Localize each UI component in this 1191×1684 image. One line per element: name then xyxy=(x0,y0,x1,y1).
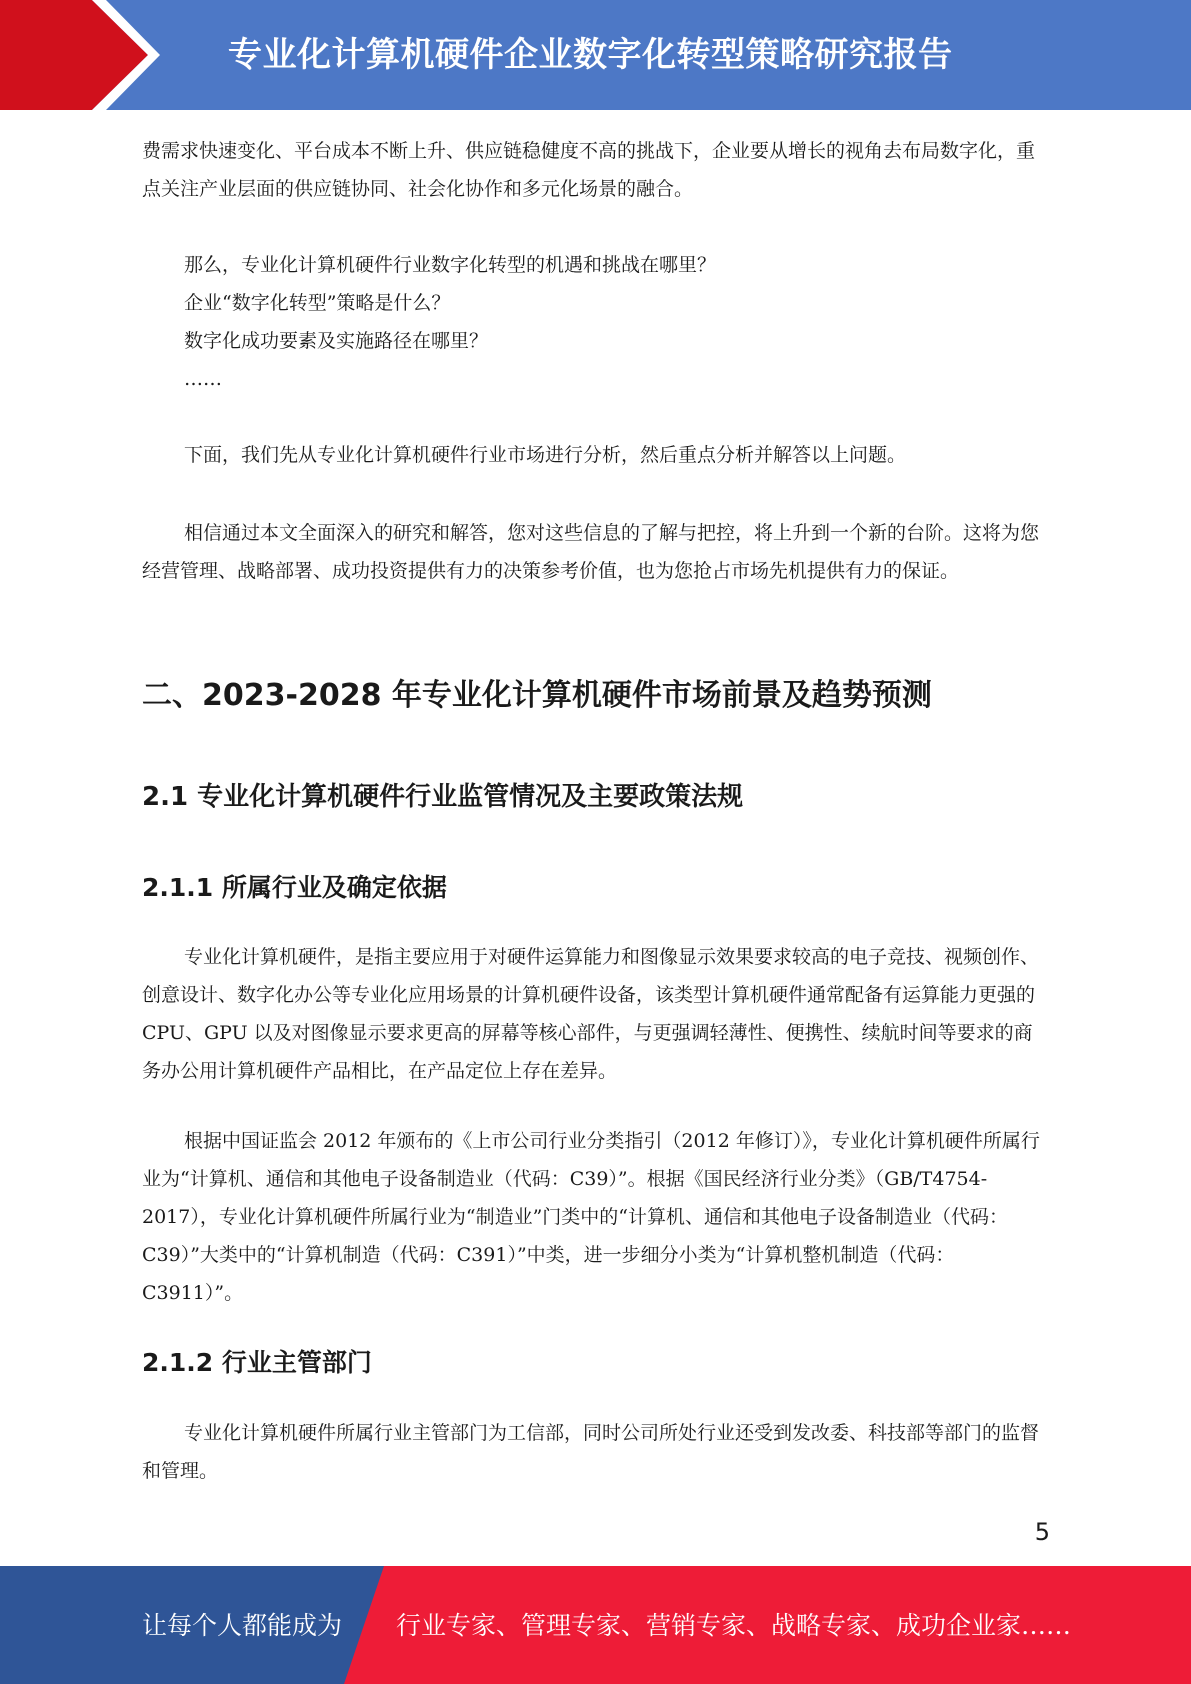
report-title: 专业化计算机硬件企业数字化转型策略研究报告 xyxy=(228,35,953,75)
section-2-1-2-heading: 2.1.2 行业主管部门 xyxy=(142,1348,372,1377)
section-2-heading: 二、2023-2028 年专业化计算机硬件市场前景及趋势预测 xyxy=(142,678,932,713)
intro-paragraph-continued: 费需求快速变化、平台成本不断上升、供应链稳健度不高的挑战下，企业要从增长的视角去布局数字化，重点关注产业层面的供应链协同、社会化协作和多元化场景的融合。 xyxy=(142,140,1036,200)
section-2-1-1-heading: 2.1.1 所属行业及确定依据 xyxy=(142,873,447,902)
section-2-1-1-paragraph-1: 专业化计算机硬件，是指主要应用于对硬件运算能力和图像显示效果要求较高的电子竞技、视频创作、创意设计、数字化办公等专业化应用场景的计算机硬件设备，该类型计算机硬件通常配备有运算能力更强的 CPU、GPU 以及对图像显示要求更高的屏幕等核心部件，与更强调轻薄性、便携性、续航时间等要求的商务办公用计算机硬件产品相比，在产品定位上存在差异。 xyxy=(142,946,1040,1082)
question-ellipsis: …… xyxy=(184,368,222,390)
question-2: 企业“数字化转型”策略是什么？ xyxy=(184,292,451,314)
section-2-1-heading: 2.1 专业化计算机硬件行业监管情况及主要政策法规 xyxy=(142,782,744,812)
page-number: 5 xyxy=(1034,1518,1050,1546)
footer-slogan-right: 行业专家、管理专家、营销专家、战略专家、成功企业家…… xyxy=(396,1611,1072,1640)
question-3: 数字化成功要素及实施路径在哪里？ xyxy=(184,330,489,352)
section-2-1-1-paragraph-2: 根据中国证监会 2012 年颁布的《上市公司行业分类指引（2012 年修订）》，专业化计算机硬件所属行业为“计算机、通信和其他电子设备制造业（代码：C39）”。根据《国民经济行业分类》（GB/T4754-2017），专业化计算机硬件所属行业为“制造业”门类中的“计算机、通信和其他电子设备制造业（代码：C39）”大类中的“计算机制造（代码：C391）”中类，进一步细分小类为“计算机整机制造（代码：C3911）”。 xyxy=(142,1130,1040,1304)
intro-paragraph-value: 相信通过本文全面深入的研究和解答，您对这些信息的了解与把控，将上升到一个新的台阶。这将为您经营管理、战略部署、成功投资提供有力的决策参考价值，也为您抢占市场先机提供有力的保证。 xyxy=(142,522,1040,582)
page-footer xyxy=(0,1566,1191,1684)
section-2-1-2-paragraph-1: 专业化计算机硬件所属行业主管部门为工信部，同时公司所处行业还受到发改委、科技部等部门的监督和管理。 xyxy=(142,1422,1040,1482)
question-1: 那么，专业化计算机硬件行业数字化转型的机遇和挑战在哪里？ xyxy=(184,254,717,276)
footer-slogan-left: 让每个人都能成为 xyxy=(142,1611,343,1640)
intro-paragraph-next: 下面，我们先从专业化计算机硬件行业市场进行分析，然后重点分析并解答以上问题。 xyxy=(184,444,907,466)
